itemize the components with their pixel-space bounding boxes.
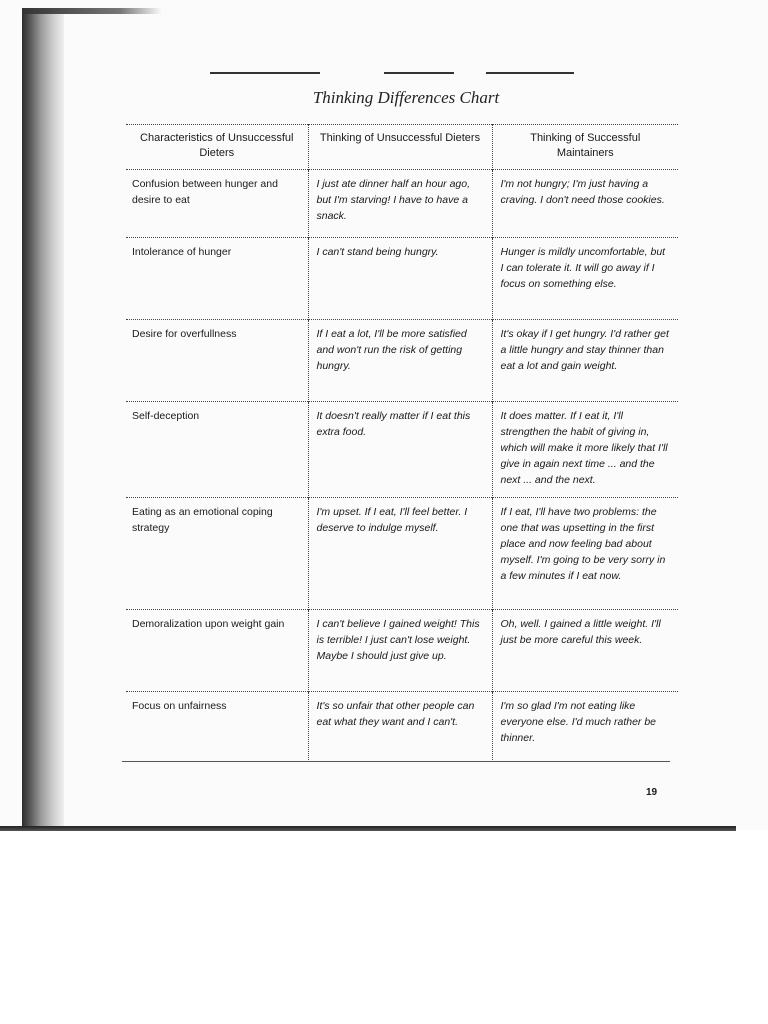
characteristic-cell: Desire for overfullness (132, 328, 237, 340)
table-bottom-rule (122, 761, 670, 762)
top-rule-middle (384, 72, 454, 74)
characteristic-cell: Eating as an emotional coping strategy (132, 506, 273, 534)
top-rule-left (210, 72, 320, 74)
unsuccessful-thinking-cell: It's so unfair that other people can eat what they want and I can't. (308, 692, 492, 762)
characteristic-cell: Focus on unfairness (132, 700, 227, 712)
unsuccessful-thinking-cell: I'm upset. If I eat, I'll feel better. I deserve to indulge myself. (308, 498, 492, 610)
table-row (126, 610, 678, 692)
table-row (126, 402, 678, 498)
table-row (126, 170, 678, 238)
successful-thinking-cell: Hunger is mildly uncomfortable, but I can tolerate it. It will go away if I focus on something else. (492, 238, 678, 320)
table-row (126, 320, 678, 402)
successful-thinking-cell: It's okay if I get hungry. I'd rather get a little hungry and stay thinner than eat a lot and gain weight. (492, 320, 678, 402)
book-top-edge (22, 8, 162, 14)
header-successful-thinking: Thinking of Successful Maintainers (492, 125, 678, 170)
characteristic-cell: Confusion between hunger and desire to eat (132, 178, 278, 206)
unsuccessful-thinking-cell: If I eat a lot, I'll be more satisfied and won't run the risk of getting hungry. (308, 320, 492, 402)
top-rule-right (486, 72, 574, 74)
successful-thinking-cell: Oh, well. I gained a little weight. I'll just be more careful this week. (492, 610, 678, 692)
characteristic-cell: Demoralization upon weight gain (132, 618, 285, 630)
table-row (126, 692, 678, 762)
table-row (126, 238, 678, 320)
unsuccessful-thinking-cell: I just ate dinner half an hour ago, but I'm starving! I have to have a snack. (308, 170, 492, 238)
successful-thinking-cell: If I eat, I'll have two problems: the one that was upsetting in the first place and now feeling bad about myself. I'm going to be very sorry in a few minutes if I eat now. (492, 498, 678, 610)
table-header-row (126, 125, 678, 170)
successful-thinking-cell: I'm not hungry; I'm just having a craving. I don't need those cookies. (492, 170, 678, 238)
successful-thinking-cell: It does matter. If I eat it, I'll strengthen the habit of giving in, which will make it more likely that I'll give in again next time ... and the next ... and the next. (492, 402, 678, 498)
characteristic-cell: Self-deception (132, 410, 200, 422)
chart-title: Thinking Differences Chart (312, 88, 500, 107)
table-row (126, 498, 678, 610)
header-characteristics: Characteristics of Unsuccessful Dieters (140, 132, 294, 159)
header-unsuccessful-thinking: Thinking of Unsuccessful Dieters (308, 125, 492, 170)
page-bottom-edge (0, 826, 736, 831)
page-number: 19 (646, 787, 658, 798)
unsuccessful-thinking-cell: It doesn't really matter if I eat this extra food. (308, 402, 492, 498)
characteristic-cell: Intolerance of hunger (132, 246, 232, 258)
unsuccessful-thinking-cell: I can't believe I gained weight! This is terrible! I just can't lose weight. Maybe I should just give up. (308, 610, 492, 692)
unsuccessful-thinking-cell: I can't stand being hungry. (308, 238, 492, 320)
book-spine-shadow (22, 8, 64, 830)
thinking-differences-table (126, 124, 678, 762)
successful-thinking-cell: I'm so glad I'm not eating like everyone else. I'd much rather be thinner. (492, 692, 678, 762)
